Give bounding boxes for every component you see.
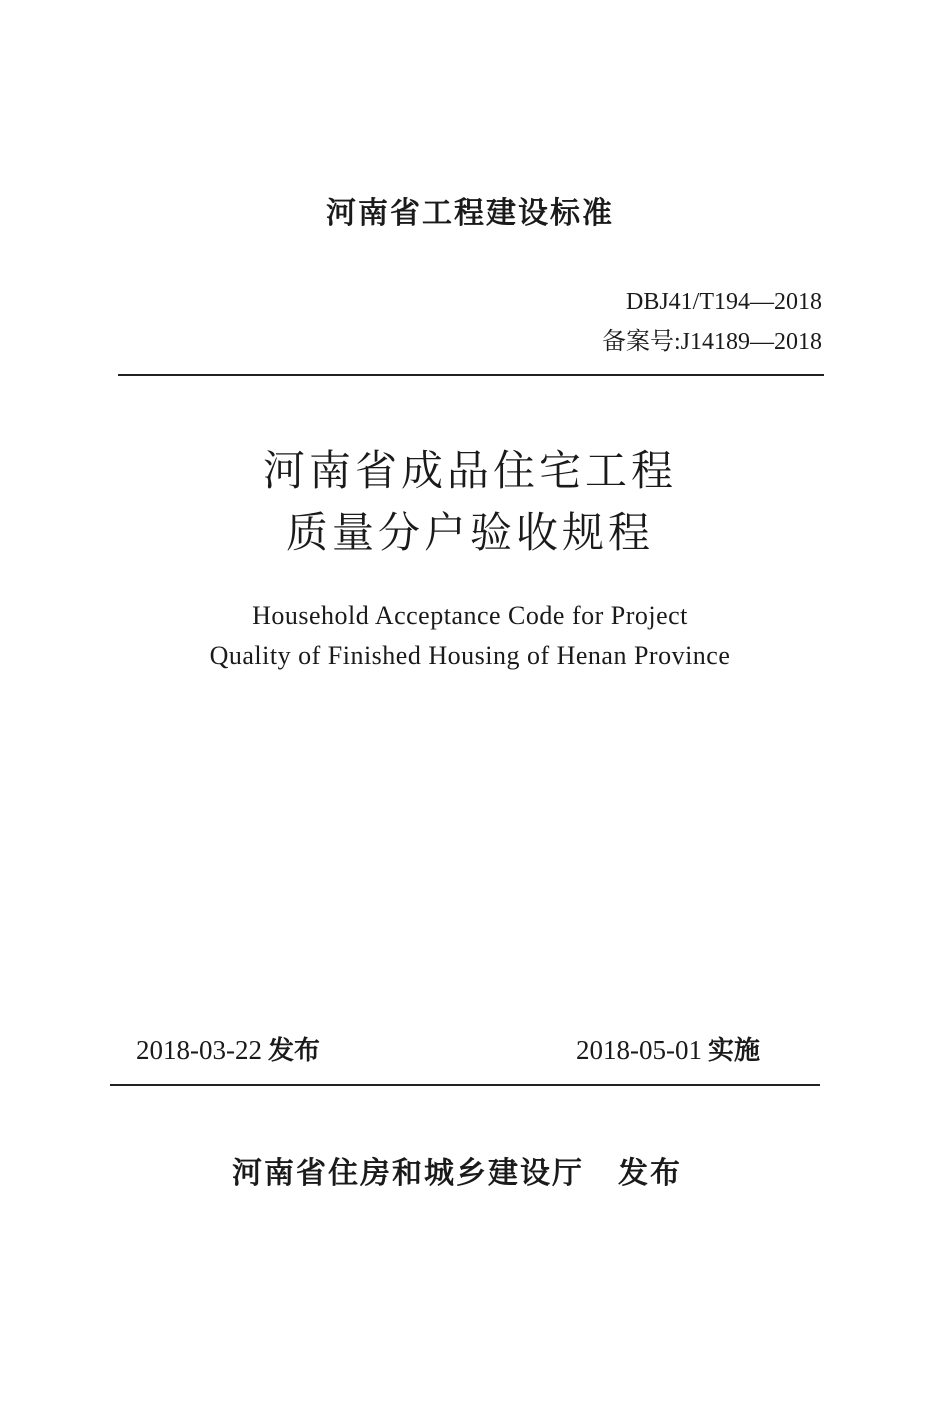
publisher-issued-label: 发布 bbox=[618, 1156, 682, 1191]
english-title-line-2: Quality of Finished Housing of Henan Province bbox=[209, 641, 731, 670]
top-divider bbox=[118, 374, 824, 376]
chinese-title-line-1: 河南省成品住宅工程 bbox=[262, 446, 677, 495]
english-title bbox=[0, 596, 940, 676]
chinese-title bbox=[0, 440, 940, 564]
series-title: 河南省工程建设标准 bbox=[326, 196, 614, 231]
chinese-title-line-2: 质量分户验收规程 bbox=[285, 508, 654, 557]
implement-date-block bbox=[576, 1030, 760, 1067]
issue-date-block bbox=[136, 1030, 320, 1067]
issue-date: 2018-03-22 bbox=[136, 1035, 262, 1065]
publisher-name: 河南省住房和城乡建设厅 bbox=[232, 1156, 584, 1191]
standard-codes bbox=[602, 282, 822, 362]
publisher-line bbox=[232, 1148, 682, 1192]
english-title-line-1: Household Acceptance Code for Project bbox=[252, 601, 688, 630]
record-number: 备案号:J14189—2018 bbox=[601, 329, 822, 355]
issue-label: 发布 bbox=[267, 1036, 320, 1066]
bottom-divider bbox=[110, 1084, 820, 1086]
implement-date: 2018-05-01 bbox=[576, 1035, 702, 1065]
standard-number: DBJ41/T194—2018 bbox=[625, 289, 822, 315]
implement-label: 实施 bbox=[707, 1036, 760, 1066]
